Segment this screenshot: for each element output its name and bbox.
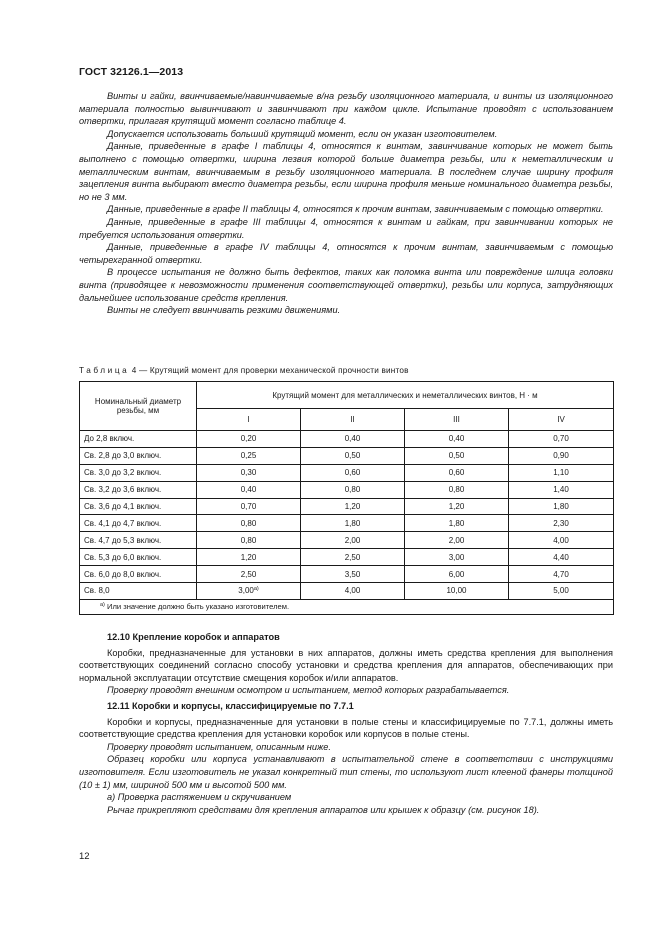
cell: 1,20	[301, 498, 405, 515]
column-header-iii: III	[405, 409, 509, 431]
cell: 0,80	[197, 515, 301, 532]
cell: 1,20	[405, 498, 509, 515]
cell: 1,10	[509, 464, 614, 481]
cell-value: 3,00	[238, 586, 254, 596]
section-title-12-11: 12.11 Коробки и корпусы, классифицируемые по 7.7.1	[107, 700, 354, 711]
paragraph: Образец коробки или корпуса устанавливают в испытательной стене в соответствии с инструкциями изготовителя. Если изготовитель не указал конкретный тип стены, то используют лист клееной фанеры толщиной (10 ± 1) мм, шириной 500 мм и высотой 500 мм.	[79, 754, 613, 790]
cell: 2,00	[301, 532, 405, 549]
cell: 0,80	[197, 532, 301, 549]
cell: 4,70	[509, 566, 614, 583]
table-row	[80, 431, 614, 448]
cell: 4,40	[509, 549, 614, 566]
paragraph: В процессе испытания не должно быть дефектов, таких как поломка винта или повреждение шлица головки винта (приводящее к невозможности применения соответствующей отвертки), резьбы или корпуса, затрудняющих дальнейшее использование средств крепления.	[79, 267, 613, 303]
paragraph: Данные, приведенные в графе II таблицы 4, относятся к прочим винтам, завинчиваемым с помощью отвертки.	[107, 204, 604, 215]
paragraph: Винты и гайки, ввинчиваемые/навинчиваемые в/на резьбу изоляционного материала, и винты из изоляционного материала полностью вывинчивают и завинчивают при каждом цикле. Испытание проводят с использованием отвертки, прилагая крутящий момент согласно таблице 4.	[79, 91, 613, 127]
row-label: Св. 3,2 до 3,6 включ.	[80, 481, 197, 498]
paragraph: Коробки и корпусы, предназначенные для установки в полые стены и классифицируемые по 7.7.1, должны иметь соответствующие средства крепления для установки коробок или корпусов в полые стены.	[79, 716, 613, 740]
column-group-header: Крутящий момент для металлических и неметаллических винтов, Н · м	[197, 382, 614, 409]
torque-table	[79, 381, 614, 615]
cell: 0,40	[301, 431, 405, 448]
footnote-ref: a)	[253, 586, 259, 593]
paragraph: Винты не следует ввинчивать резкими движениями.	[107, 305, 341, 316]
table-caption	[79, 366, 409, 375]
column-header-i: I	[197, 409, 301, 431]
cell: 2,50	[197, 566, 301, 583]
cell: 1,40	[509, 481, 614, 498]
cell: 1,80	[301, 515, 405, 532]
cell: 0,20	[197, 431, 301, 448]
cell: 0,60	[301, 464, 405, 481]
intro-text	[79, 90, 613, 317]
cell: 2,00	[405, 532, 509, 549]
table-row	[80, 498, 614, 515]
paragraph: Проверку проводят внешним осмотром и испытанием, метод которых разрабатывается.	[107, 685, 510, 696]
paragraph: Проверку проводят испытанием, описанным ниже.	[107, 741, 331, 752]
cell: 0,25	[197, 447, 301, 464]
row-label: Св. 4,7 до 5,3 включ.	[80, 532, 197, 549]
table-row	[80, 566, 614, 583]
table-footnote-row	[80, 599, 614, 614]
table-row	[80, 549, 614, 566]
paragraph: Данные, приведенные в графе I таблицы 4, относятся к винтам, завинчивание которых не может быть выполнено с помощью отвертки, ширина лезвия которой больше диаметра резьбы, или к неметаллическим и металлическим винтам, ввинчиваемым в резьбу изоляционного материала. В последнем случае ширину профиля зацепления винта выбирают вместо диаметра резьбы, если ширина профиля меньше номинального диаметра резьбы, но не 3 мм.	[79, 141, 613, 202]
sections-text	[79, 631, 613, 816]
footnote-text: Или значение должно быть указано изготовителем.	[104, 602, 290, 612]
cell: 10,00	[405, 583, 509, 600]
column-header-iv: IV	[509, 409, 614, 431]
column-header-ii: II	[301, 409, 405, 431]
row-label: Св. 3,0 до 3,2 включ.	[80, 464, 197, 481]
cell: 0,80	[405, 481, 509, 498]
paragraph: а) Проверка растяжением и скручиванием	[107, 792, 292, 803]
cell: 0,70	[197, 498, 301, 515]
cell: 4,00	[509, 532, 614, 549]
row-label: Св. 6,0 до 8,0 включ.	[80, 566, 197, 583]
cell: 0,40	[405, 431, 509, 448]
row-label: Св. 5,3 до 6,0 включ.	[80, 549, 197, 566]
cell: 0,90	[509, 447, 614, 464]
table-row	[80, 464, 614, 481]
cell: 1,80	[509, 498, 614, 515]
paragraph: Рычаг прикрепляют средствами для крепления аппаратов или крышек к образцу (см. рисунок 18).	[107, 804, 540, 815]
row-label: Св. 8,0	[80, 583, 197, 600]
table-footnote	[80, 599, 614, 614]
cell: 4,00	[301, 583, 405, 600]
table-row	[80, 481, 614, 498]
cell: 2,50	[301, 549, 405, 566]
table-row	[80, 447, 614, 464]
cell: 1,20	[197, 549, 301, 566]
cell: 6,00	[405, 566, 509, 583]
cell	[197, 583, 301, 600]
cell: 0,50	[301, 447, 405, 464]
cell: 3,50	[301, 566, 405, 583]
cell: 0,50	[405, 447, 509, 464]
row-label: До 2,8 включ.	[80, 431, 197, 448]
cell: 3,00	[405, 549, 509, 566]
cell: 0,80	[301, 481, 405, 498]
cell: 2,30	[509, 515, 614, 532]
table-caption-prefix: Таблица	[79, 366, 130, 375]
paragraph: Данные, приведенные в графе IV таблицы 4, относятся к прочим винтам, завинчиваемым с помощью четырехгранной отвертки.	[79, 242, 613, 265]
row-label: Св. 2,8 до 3,0 включ.	[80, 447, 197, 464]
cell: 0,70	[509, 431, 614, 448]
paragraph: Данные, приведенные в графе III таблицы 4, относятся к винтам и гайкам, при завинчивании которых не требуется использования отвертки.	[79, 216, 613, 240]
cell: 0,40	[197, 481, 301, 498]
paragraph: Коробки, предназначенные для установки в них аппаратов, должны иметь средства крепления для выполнения соответствующих соединений согласно способу установки и средства крепления для аппаратов, обеспечивающих при нормальной эксплуатации отсутствие смещения коробок и/или аппаратов.	[79, 647, 613, 683]
page-number: 12	[79, 851, 90, 862]
cell: 0,30	[197, 464, 301, 481]
column-header-diameter: Номинальный диаметр резьбы, мм	[80, 382, 197, 431]
paragraph: Допускается использовать больший крутящий момент, если он указан изготовителем.	[107, 128, 498, 139]
cell: 0,60	[405, 464, 509, 481]
document-header: ГОСТ 32126.1—2013	[79, 66, 184, 78]
section-title-12-10: 12.10 Крепление коробок и аппаратов	[107, 632, 280, 642]
footnote-mark: a)	[100, 602, 105, 609]
table-caption-text: 4 — Крутящий момент для проверки механической прочности винтов	[129, 366, 409, 375]
table-row	[80, 583, 614, 600]
cell: 5,00	[509, 583, 614, 600]
table-row	[80, 532, 614, 549]
cell: 1,80	[405, 515, 509, 532]
row-label: Св. 3,6 до 4,1 включ.	[80, 498, 197, 515]
row-label: Св. 4,1 до 4,7 включ.	[80, 515, 197, 532]
table-row	[80, 515, 614, 532]
